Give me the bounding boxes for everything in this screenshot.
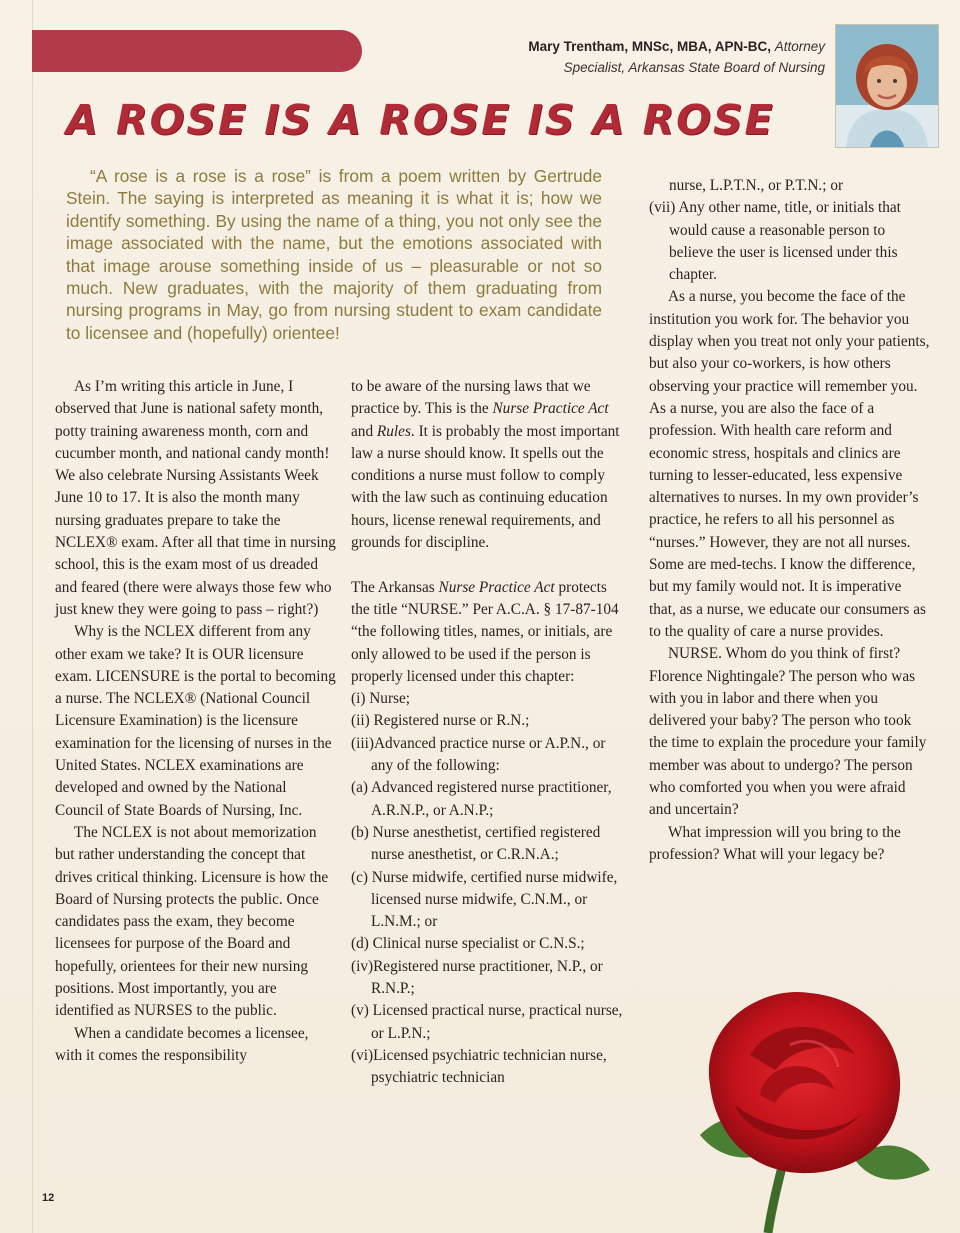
col1-paragraph-1: As I’m writing this article in June, I observed that June is national safety month, potty training awareness month, corn and cucumber month, and national candy month! We also celebrate Nursing Assistants Week June 10 to 17. It is also the month many nursing graduates prepare to take the NCLEX® exam. After all that time in nursing school, this is the exam most of us dreaded and feared (there were always those few who just knew they were going to pass – right?) — [55, 378, 336, 618]
title-list-item: (b) Nurse anesthetist, certified registered nurse anesthetist, or C.R.N.A.; — [351, 823, 601, 864]
title-list-item: (v) Licensed practical nurse, practical nurse, or L.P.N.; — [351, 1002, 623, 1042]
title-list-item: (i) Nurse; — [351, 690, 411, 708]
title-list-item: (vii) Any other name, title, or initials that would cause a reasonable person to believe the user is licensed under this chapter. — [649, 199, 901, 284]
body-column-1 — [55, 376, 337, 1067]
col1-paragraph-4: When a candidate becomes a licensee, with it comes the responsibility — [55, 1024, 309, 1064]
article-title: A ROSE IS A ROSE IS A ROSE — [66, 96, 775, 144]
author-name: Mary Trentham, MNSc, MBA, APN-BC, — [528, 39, 771, 54]
rose-illustration — [640, 985, 960, 1233]
title-list-item: (iv)Registered nurse practitioner, N.P., or R.N.P.; — [351, 957, 603, 998]
col2-paragraph-2: The Arkansas Nurse Practice Act protects the title “NURSE.” Per A.C.A. § 17-87-104 “the following titles, names, or initials, are only allowed to be used if the person is properly licensed under this chapter: — [351, 578, 619, 685]
rose-icon — [640, 985, 960, 1233]
author-byline — [405, 36, 825, 78]
author-portrait-image — [836, 25, 938, 147]
author-affiliation: Specialist, Arkansas State Board of Nursing — [563, 60, 825, 75]
title-list-item: (iii)Advanced practice nurse or A.P.N., or any of the following: — [351, 734, 606, 775]
col3-list-continuation: nurse, L.P.T.N., or P.T.N.; or — [669, 177, 844, 194]
title-list-item: (a) Advanced registered nurse practitioner, A.R.N.P., or A.N.P.; — [351, 779, 612, 819]
col3-paragraph-3: What impression will you bring to the profession? What will your legacy be? — [649, 823, 901, 863]
col2-paragraph-1: to be aware of the nursing laws that we practice by. This is the Nurse Practice Act and Rules. It is probably the most important law a nurse should know. It spells out the conditions a nurse must follow to comply with the law such as continuing education hours, license renewal requirements, and grounds for discipline. — [351, 378, 620, 552]
col3-paragraph-1: As a nurse, you become the face of the institution you work for. The behavior you display when you treat not only your patients, but also your co-workers, is how others observing your practice will remember you. As a nurse, you are also the face of a profession. With health care reform and economic stress, hospitals and clinics are turning to lesser-educated, less expensive alternatives to nurses. In my own provider’s practice, he refers to all his personnel as “nurses.” However, they are not all nurses. Some are med-techs. I know the difference, but my family would not. It is imperative that, as a nurse, we educate our consumers as to the quality of care a nurse provides. — [649, 288, 930, 640]
author-role: Attorney — [774, 39, 825, 54]
header-ribbon — [32, 30, 362, 72]
title-list-item: (d) Clinical nurse specialist or C.N.S.; — [351, 935, 585, 953]
col1-paragraph-2: Why is the NCLEX different from any other exam we take? It is OUR licensure exam. LICENSURE is the portal to becoming a nurse. The NCLEX® (National Council Licensure Examination) is the licensure examination for the licensing of nurses in the United States. NCLEX examinations are developed and owned by the National Council of State Boards of Nursing, Inc. — [55, 623, 336, 819]
col1-paragraph-3: The NCLEX is not about memorization but rather understanding the concept that drives critical thinking. Licensure is how the Board of Nursing protects the public. Once candidates pass the exam, they become licensees for purpose of the Board and hopefully, orientees for their new nursing positions. Most importantly, you are identified as NURSES to the public. — [55, 823, 329, 1020]
title-list-item: (vi)Licensed psychiatric technician nurse, psychiatric technician — [351, 1046, 607, 1087]
title-list-item: (ii) Registered nurse or R.N.; — [351, 712, 530, 730]
page-number: 12 — [42, 1192, 55, 1204]
col3-paragraph-2: NURSE. Whom do you think of first? Florence Nightingale? The person who was with you in labor and there when you delivered your baby? The person who took the time to explain the procedure your family member was about to undergo? The person who comforted you when you were afraid and uncertain? — [649, 645, 927, 819]
author-photo — [835, 24, 939, 148]
title-list-item: (c) Nurse midwife, certified nurse midwife, licensed nurse midwife, C.N.M., or L.N.M.; or — [351, 868, 618, 931]
body-column-3 — [649, 175, 931, 866]
left-margin-rule — [32, 0, 33, 1233]
intro-paragraph: “A rose is a rose is a rose” is from a poem written by Gertrude Stein. The saying is interpreted as meaning it is what it is; how we identify something. By using the name of a thing, you not only see the image associated with the name, but the emotions associated with that image arouse something inside of us – pleasurable or not so much. New graduates, with the majority of them graduating from nursing programs in May, go from nursing student to exam candidate to licensee and (hopefully) orientee! — [66, 166, 602, 343]
body-column-2 — [351, 376, 623, 1090]
